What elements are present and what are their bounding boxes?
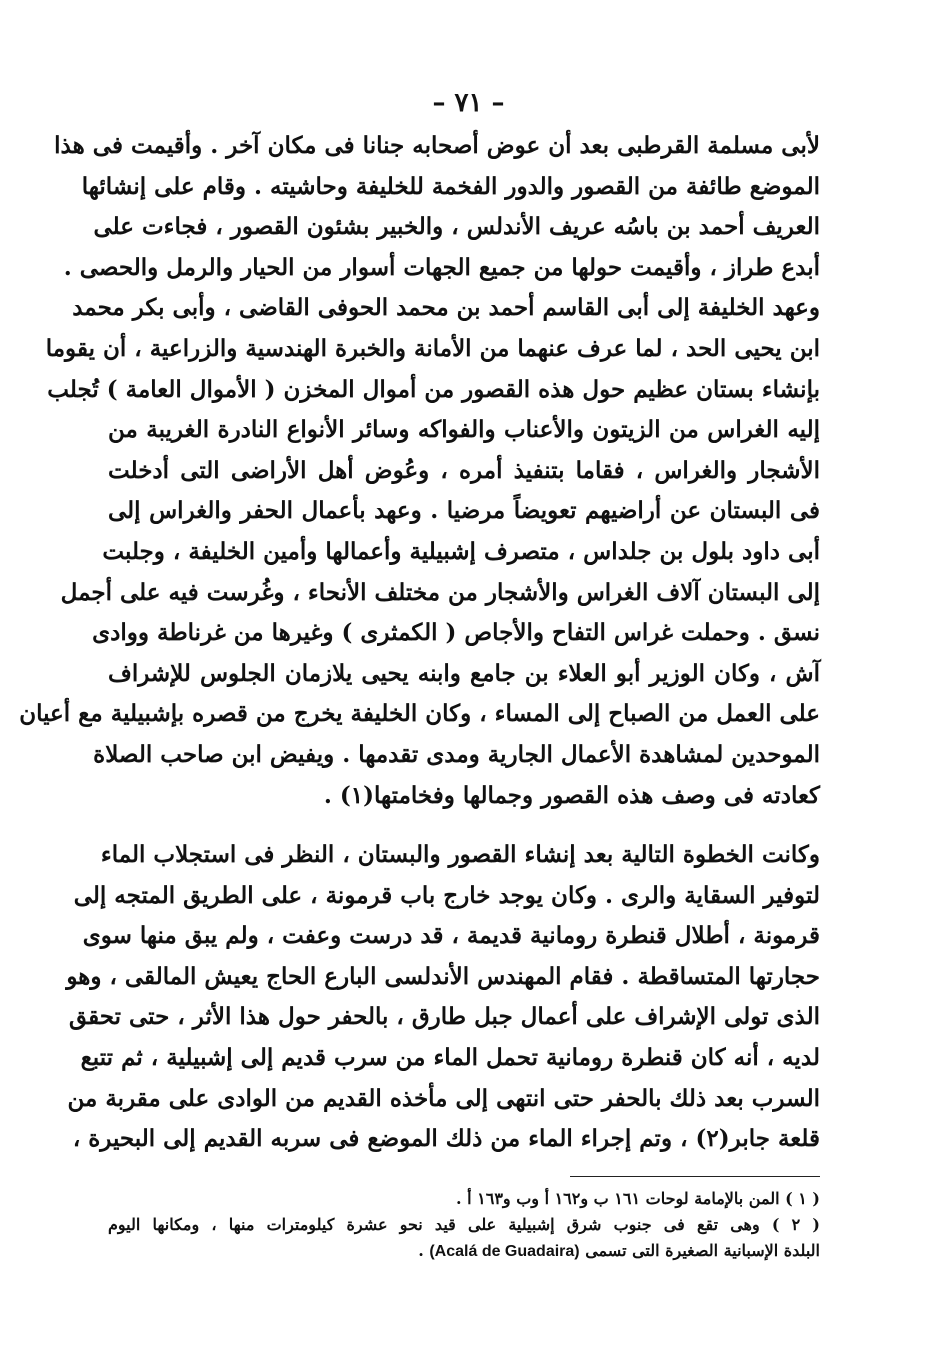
- text-line: لأبى مسلمة القرطبى بعد أن عوض أصحابه جنانا فى مكان آخر . وأقيمت فى هذا: [54, 132, 820, 159]
- main-text: [19, 126, 820, 1160]
- footnote-2-arabic: البلدة الإسبانية الصغيرة التى تسمى: [585, 1241, 820, 1260]
- text-line: الموحدين لمشاهدة الأعمال الجارية ومدى تقدمها . ويفيض ابن صاحب الصلاة: [93, 740, 820, 768]
- paragraph-2: [66, 835, 820, 1160]
- text-line: وعهد الخليفة إلى أبى القاسم أحمد بن محمد الحوفى القاضى ، وأبى بكر محمد: [72, 294, 820, 322]
- text-line: بإنشاء بستان عظيم حول هذه القصور من أموال المخزن ( الأموال العامة ) تُجلب: [47, 375, 820, 403]
- text-line: قرمونة ، أطلال قنطرة رومانية قديمة ، قد درست وعفت ، ولم يبق منها سوى: [82, 922, 820, 950]
- text-line: حجارتها المتساقطة . فقام المهندس الأندلسى البارع الحاج يعيش المالقى ، وهو: [66, 962, 820, 990]
- text-line: أبدع طراز ، وأقيمت حولها من جميع الجهات أسوار من الحيار والرمل والحصى .: [63, 253, 820, 281]
- text-line: وكانت الخطوة التالية بعد إنشاء القصور والبستان ، النظر فى استجلاب الماء: [100, 841, 820, 869]
- text-line: على العمل من الصباح إلى المساء ، وكان الخليفة يخرج من قصره بإشبيلية مع أعيان: [19, 700, 820, 728]
- text-line: الذى تولى الإشراف على أعمال جبل طارق ، بالحفر حول هذا الأثر ، حتى تحقق: [68, 1003, 820, 1031]
- text-line: لتوفير السقاية والرى . وكان يوجد خارج باب قرمونة ، على الطريق المتجه إلى: [73, 881, 820, 909]
- text-line: الأشجار والغراس ، فقاما بتنفيذ أمره ، وعُوض أهل الأراضى التى أدخلت: [108, 456, 820, 484]
- text-line: كعادته فى وصف هذه القصور وجمالها وفخامتها(١) .: [323, 781, 820, 809]
- footnote-2-line-1: ( ٢ ) وهى تقع فى جنوب شرق إشبيلية على قيد نحو عشرة كيلومترات منها ، ومكانها اليوم: [108, 1215, 821, 1234]
- footnotes: [108, 1186, 820, 1264]
- text-line: الموضع طائفة من القصور والدور الفخمة للخليفة وحاشيته . وقام على إنشائها: [81, 172, 820, 200]
- text-line: قلعة جابر(٢) ، وتم إجراء الماء من ذلك الموضع فى سربه القديم إلى البحيرة ،: [72, 1125, 820, 1153]
- paragraph-1: [19, 126, 820, 816]
- footnote-1: ( ١ ) المن بالإمامة لوحات ١٦١ ب و١٦٢ أ وب و١٦٣ أ .: [455, 1189, 820, 1208]
- text-line: آش ، وكان الوزير أبو العلاء بن جامع وابنه يحيى يلازمان الجلوس للإشراف: [108, 659, 820, 687]
- footnote-divider: [570, 1176, 820, 1177]
- footnote-2-line-2: [108, 1238, 820, 1264]
- text-line: لديه ، أنه كان قنطرة رومانية تحمل الماء من سرب قديم إلى إشبيلية ، ثم تتبع: [80, 1044, 820, 1072]
- footnote-2-latin-name: (Acalá de Guadaira): [429, 1243, 580, 1260]
- text-line: فى البستان عن أراضيهم تعويضاً مرضيا . وعهد بأعمال الحفر والغراس إلى: [108, 497, 820, 525]
- text-line: إليه الغراس من الزيتون والأعناب والفواكه وسائر الأنواع النادرة الغريبة من: [108, 416, 820, 444]
- text-line: أبى داود بلول بن جلداس ، متصرف إشبيلية وأعمالها وأمين الخليفة ، وجلبت: [102, 537, 820, 565]
- page-number: – ٧١ –: [432, 88, 505, 118]
- text-line: العريف أحمد بن باسُه عريف الأندلس ، والخبير بشئون القصور ، فجاءت على: [93, 213, 820, 241]
- text-line: نسق . وحملت غراس التفاح والأجاص ( الكمثرى ) وغيرها من غرناطة ووادى: [92, 619, 820, 647]
- text-line: إلى البستان آلاف الغراس والأشجار من مختلف الأنحاء ، وغُرست فيه على أجمل: [60, 578, 820, 606]
- text-line: ابن يحيى الحد ، لما عرف عنهما من الأمانة والخبرة الهندسية والزراعية ، أن يقوما: [45, 334, 820, 362]
- footnote-2-end: .: [418, 1241, 424, 1260]
- text-line: السرب بعد ذلك بالحفر حتى انتهى إلى مأخذه القديم من الوادى على مقربة من: [67, 1084, 820, 1112]
- paragraph-gap: [108, 816, 820, 835]
